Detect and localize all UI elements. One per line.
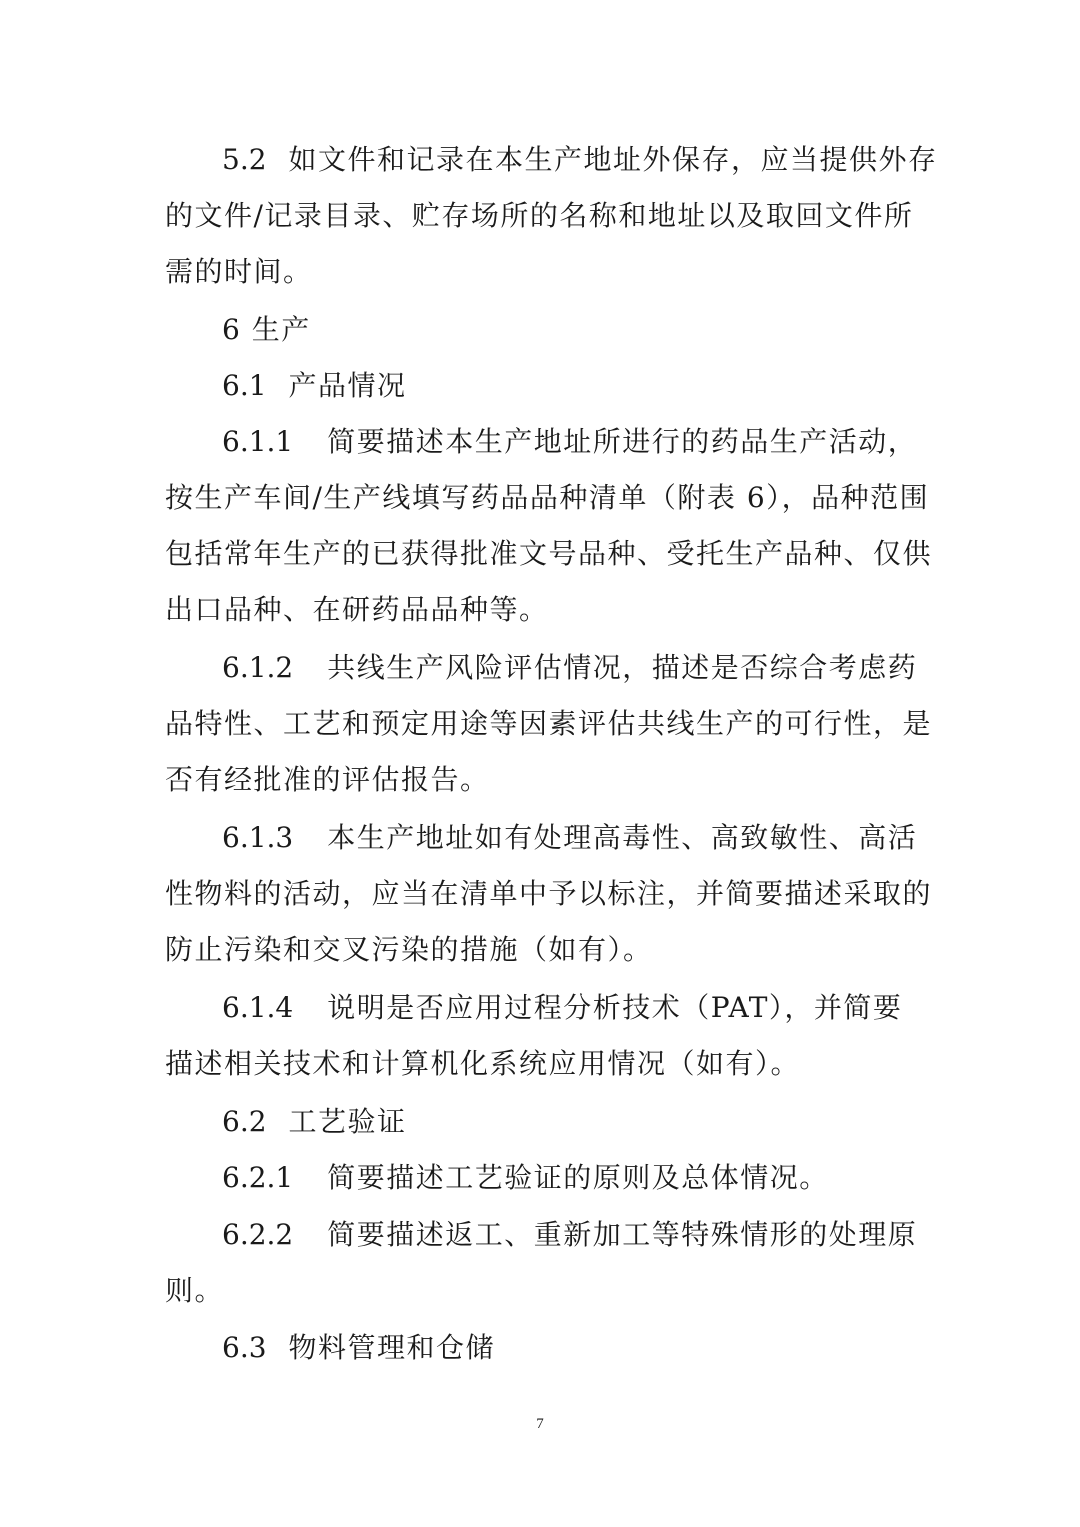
paragraph-line: 出口品种、在研药品品种等。 bbox=[165, 593, 549, 626]
paragraph-line: 6.1.3 本生产地址如有处理高毒性、高致敏性、高活 bbox=[165, 810, 905, 866]
paragraph-6-1-4 bbox=[165, 980, 905, 1092]
paragraph-6-2-1 bbox=[165, 1150, 905, 1206]
paragraph-line: 品特性、工艺和预定用途等因素评估共线生产的可行性，是 bbox=[165, 707, 933, 740]
paragraph-6-1-3 bbox=[165, 810, 933, 978]
section-number: 6.1.4 bbox=[222, 991, 294, 1024]
paragraph-line: 5.2 如文件和记录在本生产地址外保存，应当提供外存 bbox=[165, 132, 905, 188]
page-number: 7 bbox=[536, 1416, 544, 1432]
section-number: 6.1.1 bbox=[222, 425, 294, 458]
section-number: 6.1.2 bbox=[222, 651, 294, 684]
paragraph-line: 防止污染和交叉污染的措施（如有）。 bbox=[165, 933, 653, 966]
paragraph-line: 描述相关技术和计算机化系统应用情况（如有）。 bbox=[165, 1047, 801, 1080]
section-heading-6-1 bbox=[222, 358, 407, 414]
section-title: 工艺验证 bbox=[288, 1105, 407, 1138]
paragraph-line: 6.2.1 简要描述工艺验证的原则及总体情况。 bbox=[165, 1150, 905, 1206]
section-number: 6.2.2 bbox=[222, 1218, 294, 1251]
section-number: 5.2 bbox=[222, 143, 267, 176]
section-title: 物料管理和仓储 bbox=[288, 1331, 496, 1364]
section-number: 6.2 bbox=[222, 1105, 267, 1138]
paragraph-line: 包括常年生产的已获得批准文号品种、受托生产品种、仅供 bbox=[165, 537, 933, 570]
paragraph-line: 则。 bbox=[165, 1274, 225, 1307]
paragraph-line: 6.1.1 简要描述本生产地址所进行的药品生产活动， bbox=[165, 414, 905, 470]
paragraph-line: 否有经批准的评估报告。 bbox=[165, 763, 490, 796]
paragraph-line: 性物料的活动，应当在清单中予以标注，并简要描述采取的 bbox=[165, 877, 933, 910]
paragraph-5-2 bbox=[165, 132, 938, 300]
section-heading-6: 6 生产 bbox=[222, 313, 311, 346]
section-title: 产品情况 bbox=[288, 369, 407, 402]
section-heading-6-3 bbox=[222, 1320, 495, 1376]
paragraph-line: 按生产车间/生产线填写药品品种清单（附表 6），品种范围 bbox=[165, 481, 930, 514]
paragraph-6-1-2 bbox=[165, 640, 933, 808]
section-number: 6.3 bbox=[222, 1331, 267, 1364]
section-number: 6.1.3 bbox=[222, 821, 294, 854]
paragraph-line: 6.1.4 说明是否应用过程分析技术（PAT），并简要 bbox=[165, 980, 905, 1036]
section-heading-6-2 bbox=[222, 1094, 407, 1150]
section-number: 6.2.1 bbox=[222, 1161, 294, 1194]
paragraph-6-2-2 bbox=[165, 1207, 918, 1319]
paragraph-line: 6.1.2 共线生产风险评估情况，描述是否综合考虑药 bbox=[165, 640, 905, 696]
paragraph-6-1-1 bbox=[165, 414, 933, 638]
section-number: 6.1 bbox=[222, 369, 267, 402]
paragraph-line: 需的时间。 bbox=[165, 255, 313, 288]
paragraph-line: 的文件/记录目录、贮存场所的名称和地址以及取回文件所 bbox=[165, 199, 914, 232]
paragraph-line: 6.2.2 简要描述返工、重新加工等特殊情形的处理原 bbox=[165, 1207, 905, 1263]
